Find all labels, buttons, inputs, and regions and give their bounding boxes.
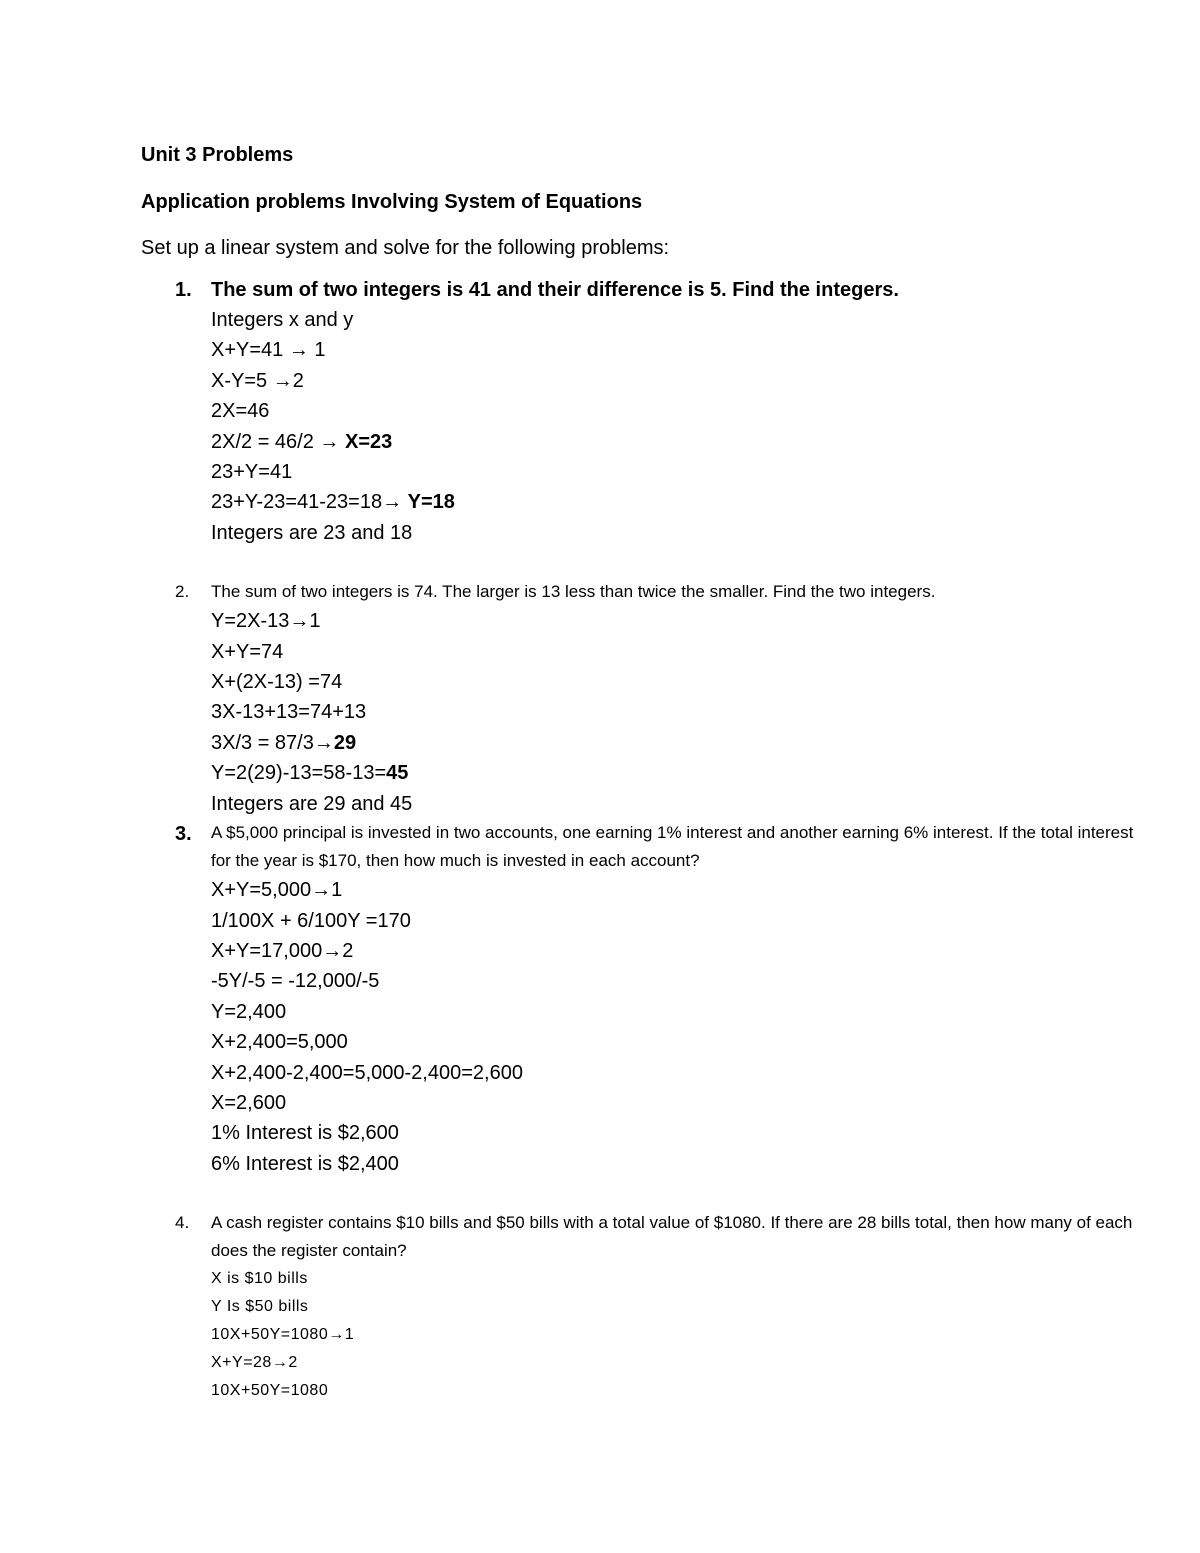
- solution-line: [211, 1293, 1141, 1321]
- line-text: -5Y/-5 = -12,000/-5: [211, 970, 380, 993]
- solution-line: [211, 936, 1141, 966]
- instructions: Set up a linear system and solve for the following problems:: [141, 237, 670, 259]
- solution-line: [211, 1265, 1141, 1293]
- line-text: X+Y=28: [211, 1354, 272, 1372]
- line-text: X+2,400-2,400=5,000-2,400=2,600: [211, 1061, 523, 1084]
- solution-line: [211, 518, 1141, 548]
- problem-question: The sum of two integers is 74. The larger is 13 less than twice the smaller. Find the two integers.: [211, 582, 936, 602]
- solution-line: [211, 728, 1141, 758]
- line-text: 6% Interest is $2,400: [211, 1152, 399, 1175]
- arrow-right-icon: →: [319, 430, 340, 453]
- solution-line: [211, 966, 1141, 996]
- solution-line: [211, 1118, 1141, 1148]
- solution-line: [211, 1149, 1141, 1179]
- solution-line: [211, 789, 1141, 819]
- line-text: Integers x and y: [211, 309, 354, 331]
- line-text: Y=2(29)-13=58-13=: [211, 762, 387, 785]
- line-text: X+Y=41: [211, 339, 289, 362]
- solution-steps: [211, 606, 1141, 819]
- problem-number: 4.: [175, 1213, 190, 1233]
- line-text: 3X-13+13=74+13: [211, 701, 367, 724]
- line-text: X=23: [344, 430, 393, 453]
- line-text: 45: [386, 762, 409, 785]
- solution-line: [211, 997, 1141, 1027]
- solution-steps: [211, 305, 1141, 548]
- line-text: 23+Y=41: [211, 461, 293, 484]
- arrow-right-icon: →: [311, 879, 332, 902]
- solution-line: [211, 1377, 1141, 1405]
- line-text: 2X=46: [211, 400, 270, 423]
- problem-question: A $5,000 principal is invested in two accounts, one earning 1% interest and another earning 6% interest. If the total interest for the year is $170, then how much is invested in each account?: [211, 823, 1134, 871]
- solution-line: [211, 366, 1141, 396]
- line-text: 2X/2 = 46/2: [211, 430, 320, 453]
- solution-line: [211, 1321, 1141, 1349]
- line-text: 2: [292, 369, 304, 392]
- solution-line: [211, 875, 1141, 905]
- line-text: X+2,400=5,000: [211, 1031, 348, 1054]
- problem-2: [141, 578, 1141, 819]
- line-text: Y Is $50 bills: [211, 1298, 309, 1316]
- arrow-right-icon: →: [313, 731, 334, 754]
- arrow-right-icon: →: [322, 939, 343, 962]
- problem-number: 3.: [175, 823, 192, 846]
- solution-line: [211, 487, 1141, 517]
- line-text: 1/100X + 6/100Y =170: [211, 909, 411, 932]
- line-text: X+(2X-13) =74: [211, 671, 343, 694]
- page-title: Unit 3 Problems: [141, 144, 294, 166]
- line-text: 1: [331, 879, 343, 902]
- line-text: 2: [342, 939, 354, 962]
- line-text: Y=18: [407, 491, 455, 514]
- problem-question: The sum of two integers is 41 and their difference is 5. Find the integers.: [211, 279, 899, 301]
- line-text: 23+Y-23=41-23=18: [211, 491, 383, 514]
- solution-line: [211, 335, 1141, 365]
- problem-number: 2.: [175, 582, 190, 602]
- line-text: 1% Interest is $2,600: [211, 1122, 399, 1145]
- line-text: 1: [344, 1326, 355, 1344]
- solution-line: [211, 396, 1141, 426]
- solution-steps: [211, 1265, 1141, 1405]
- line-text: X=2,600: [211, 1091, 287, 1114]
- solution-line: [211, 1349, 1141, 1377]
- arrow-right-icon: →: [289, 610, 310, 633]
- arrow-right-icon: →: [328, 1326, 345, 1344]
- line-text: 1: [309, 610, 321, 633]
- solution-line: [211, 305, 1141, 335]
- document-body: [141, 140, 1141, 1405]
- solution-line: [211, 427, 1141, 457]
- solution-steps: [211, 875, 1141, 1179]
- solution-line: [211, 758, 1141, 788]
- line-text: 3X/3 = 87/3: [211, 731, 314, 754]
- line-text: Y=2,400: [211, 1000, 287, 1023]
- arrow-right-icon: →: [288, 339, 309, 362]
- solution-line: [211, 637, 1141, 667]
- problem-3: [141, 819, 1141, 1179]
- problem-1: [141, 275, 1141, 548]
- line-text: Y=2X-13: [211, 610, 290, 633]
- line-text: X-Y=5: [211, 369, 273, 392]
- line-text: Integers are 23 and 18: [211, 521, 413, 544]
- page-subtitle: Application problems Involving System of Equations: [141, 191, 643, 213]
- line-text: 2: [288, 1354, 298, 1372]
- solution-line: [211, 667, 1141, 697]
- problem-question: A cash register contains $10 bills and $50 bills with a total value of $1080. If there are 28 bills total, then how many of each does the register contain?: [211, 1213, 1133, 1261]
- line-text: X+Y=17,000: [211, 939, 323, 962]
- solution-line: [211, 1058, 1141, 1088]
- solution-line: [211, 606, 1141, 636]
- arrow-right-icon: →: [382, 491, 403, 514]
- line-text: 1: [308, 339, 326, 362]
- solution-line: [211, 1027, 1141, 1057]
- solution-line: [211, 697, 1141, 727]
- line-text: X+Y=74: [211, 640, 284, 663]
- solution-line: [211, 906, 1141, 936]
- line-text: X is $10 bills: [211, 1270, 308, 1288]
- line-text: 29: [333, 731, 357, 754]
- line-text: 10X+50Y=1080: [211, 1382, 329, 1400]
- arrow-right-icon: →: [271, 1354, 289, 1372]
- line-text: X+Y=5,000: [211, 879, 312, 902]
- solution-line: [211, 1088, 1141, 1118]
- line-text: 10X+50Y=1080: [211, 1326, 329, 1344]
- arrow-right-icon: →: [272, 369, 293, 392]
- line-text: Integers are 29 and 45: [211, 792, 413, 815]
- problem-4: [141, 1209, 1141, 1405]
- problem-number: 1.: [175, 279, 192, 301]
- solution-line: [211, 457, 1141, 487]
